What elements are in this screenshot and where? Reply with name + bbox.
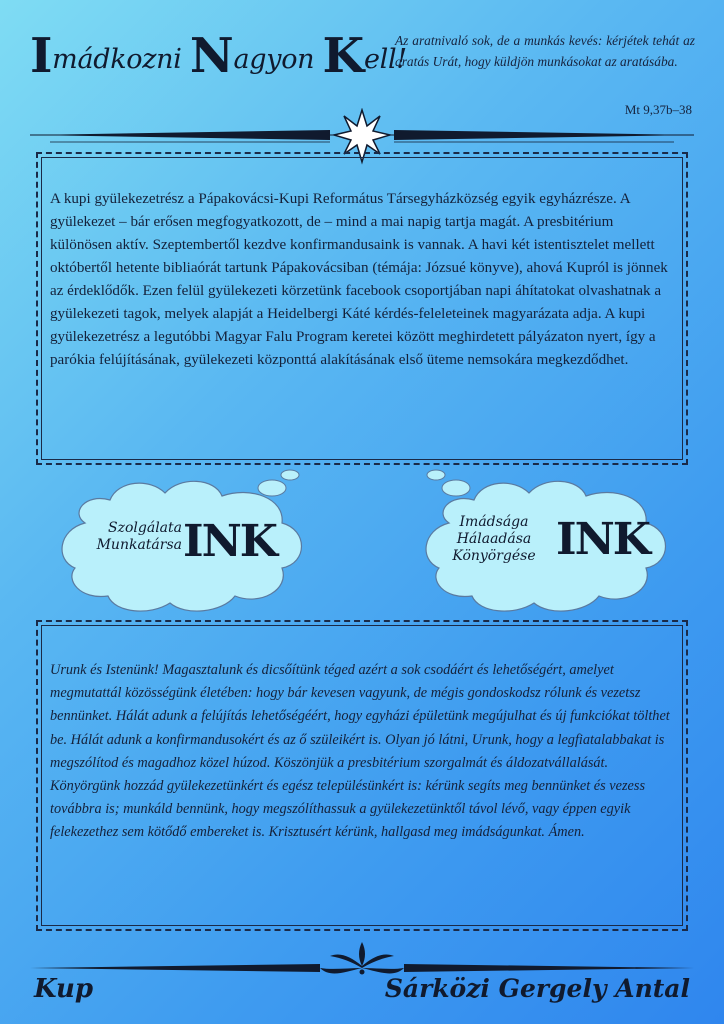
- floral-ornament-icon: [320, 942, 404, 975]
- cloud-left-line: Munkatársa: [96, 537, 182, 553]
- footer-divider: [30, 938, 694, 978]
- title-part-3: ell!: [363, 44, 407, 75]
- cloud-right-suffix: INK: [556, 514, 650, 565]
- verse-reference: Mt 9,37b–38: [624, 102, 692, 117]
- footer-place: Kup: [34, 974, 94, 1004]
- prayer-text: Urunk és Istenünk! Magasztalunk és dicsőítünk téged azért a sok csodáért és lehetőségért, amelyet megmutattál közösségünk életében: hogy bár kevesen vagyunk, de mégis gondoskodsz rólunk és vezetsz bennünket. Hálát adunk a felújítás lehetőségéért, hogy egyházi épületünk megújulhat és új funkciókat tölthet be. Hálát adunk a konfirmandusokért és az ő szüleikért is. Olyan jó látni, Urunk, hogy a legfiatalabbakat is megszólítod és magadhoz közel húzod. Köszönjük a presbitérium szorgalmát és áldozatvállalását. Könyörgünk hozzád gyülekezetünkért és egész településünkért is: kérünk segíts meg bennünket és vezess továbbra is; munkáld bennünk, hogy megszólíthassuk a gyülekezetünktől távol lévő, vagy éppen egyik felekezethez sem kötődő embereket is. Krisztusért kérünk, hallgasd meg imádságunkat. Ámen.: [50, 662, 670, 841]
- title-initial-k: K: [322, 28, 364, 84]
- title-part-1: mádkozni: [52, 44, 190, 75]
- cloud-right-line: Könyörgése: [452, 548, 536, 564]
- cloud-right-line: Imádsága: [459, 514, 529, 530]
- title-initial-n: N: [189, 28, 234, 84]
- cloud-left-suffix: INK: [183, 516, 277, 567]
- cloud-left-label: [70, 520, 182, 554]
- title-part-2: agyon: [233, 44, 323, 75]
- page-title: [30, 26, 407, 86]
- cloud-left-line: Szolgálata: [108, 520, 182, 536]
- footer-author: Sárközi Gergely Antal: [384, 974, 690, 1003]
- intro-text: A kupi gyülekezetrész a Pápakovácsi-Kupi Református Társegyházközség egyik egyházrésze. A gyülekezet – bár erősen megfogyatkozott, de – mind a mai napig tartja magát. A presbitérium különösen aktív. Szeptembertől kezdve konfirmandusaink is vannak. A havi két istentisztelet mellett októbertől hetente bibliaórát tartunk Pápakovácsiban (témája: Józsué könyve), ahová Kupról is jönnek az érdeklődők. Ezen felül gyülekezeti körzetünk facebook csoportjában napi áhítatokat olvashatnak a gyülekezeti tagok, melyek alapját a Heidelbergi Káté kérdés-feleleteinek magyarázata adja. A kupi gyülekezetrész a legutóbbi Magyar Falu Program keretei között meghirdetett pályázaton nyert, így a parókia felújításának, gyülekezeti központtá alakításának első üteme nemsokára megkezdődhet.: [50, 191, 668, 368]
- cloud-right-line: Hálaadása: [456, 531, 532, 547]
- bible-verse: Az aratnivaló sok, de a munkás kevés: kérjétek tehát az aratás Urát, hogy küldjön munkásokat az aratásába.: [395, 33, 695, 69]
- cloud-right-label: [440, 514, 548, 565]
- title-initial-i: I: [30, 28, 53, 84]
